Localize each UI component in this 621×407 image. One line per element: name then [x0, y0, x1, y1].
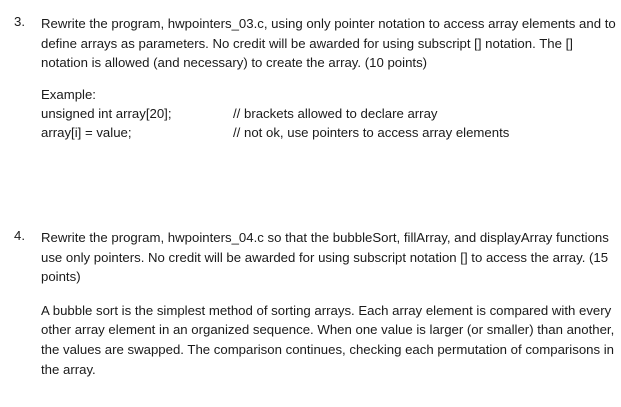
example-line	[41, 104, 616, 123]
example-code: unsigned int array[20];	[41, 105, 172, 121]
question-text: Rewrite the program, hwpointers_03.c, using only pointer notation to access array elements and to define arrays as parameters. No credit will be awarded for using subscript [] notation. The [] notation is allowed (and necessary) to create the array. (10 points)	[41, 16, 616, 71]
example-comment: // not ok, use pointers to access array elements	[233, 124, 510, 140]
question-content	[41, 228, 616, 379]
example-code: array[i] = value;	[41, 124, 132, 140]
question-content	[41, 14, 616, 142]
example-comment: // brackets allowed to declare array	[233, 105, 438, 121]
question-text: Rewrite the program, hwpointers_04.c so that the bubbleSort, fillArray, and displayArray functions use only pointers. No credit will be awarded for using subscript notation [] to access the array. (15 points)	[41, 230, 609, 285]
example-line	[41, 123, 616, 142]
question-number: 4.	[14, 228, 25, 243]
bubble-sort-description: A bubble sort is the simplest method of sorting arrays. Each array element is compared with every other array element in an organized sequence. When one value is larger (or smaller) than another, the values are swapped. The comparison continues, checking each permutation of comparisons in the array.	[41, 302, 615, 377]
example-label: Example:	[41, 86, 96, 102]
question-number: 3.	[14, 14, 25, 29]
